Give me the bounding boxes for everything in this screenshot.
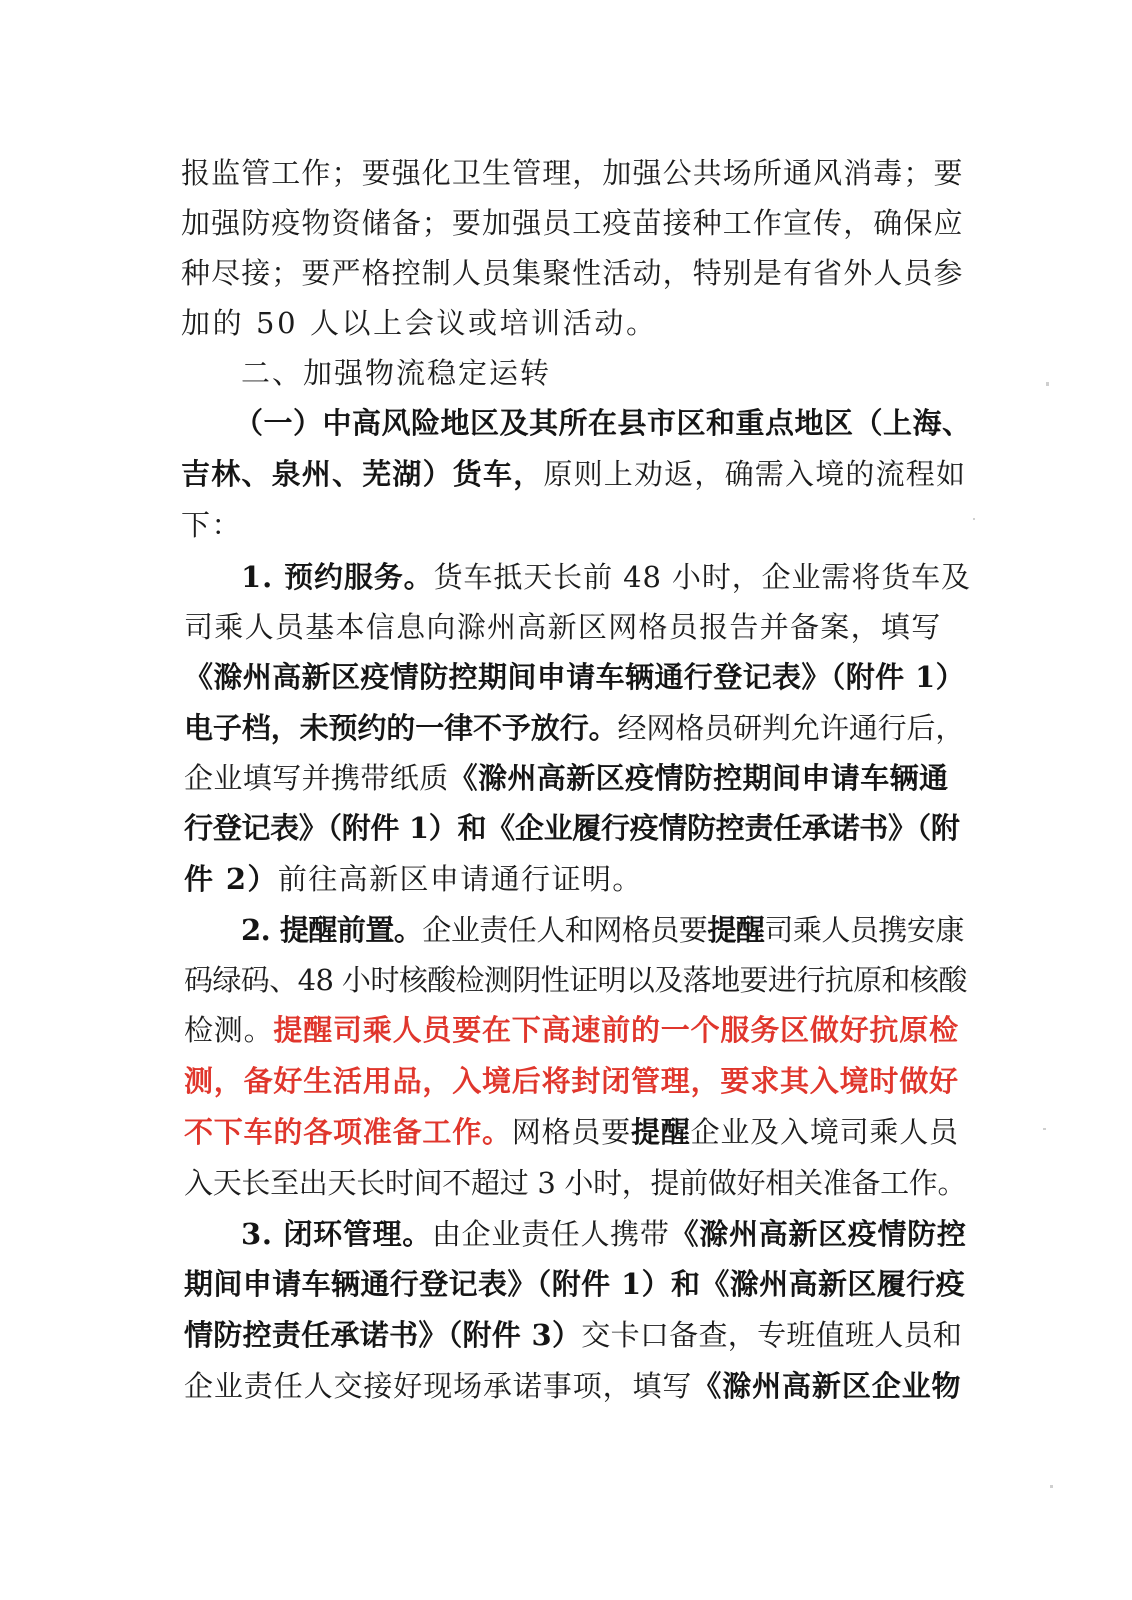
item-line — [241, 912, 964, 948]
bold-span: （一）中高风险地区及其所在县市区和重点地区（上海、 — [234, 406, 972, 440]
item-label: 3. 闭环管理。 — [241, 1217, 432, 1251]
text-line — [184, 1368, 961, 1404]
text-line — [184, 1165, 966, 1201]
text-line — [184, 962, 967, 998]
text-span: 司乘人员基本信息向滁州高新区网格员报告并备案，填写 — [184, 610, 942, 644]
text-span: 码绿码、48 小时核酸检测阴性证明以及落地要进行抗原和核酸 — [184, 963, 967, 997]
text-line — [181, 255, 964, 291]
text-span: 司乘人员携安康 — [764, 913, 964, 947]
bold-span: 《滁州高新区疫情防控期间申请车辆通行登记表》（附件 1） — [184, 660, 965, 694]
scan-speck — [973, 518, 975, 520]
text-span: 企业填写并携带纸质 — [184, 761, 449, 795]
bold-span: 情防控责任承诺书》（附件 3） — [184, 1318, 582, 1352]
text-span: 下： — [181, 508, 243, 542]
text-span: 经网格员研判允许通行后， — [617, 711, 965, 745]
highlight-line — [184, 1063, 959, 1099]
text-line — [184, 609, 942, 645]
text-line — [184, 710, 964, 746]
highlight-span: 提醒司乘人员要在下高速前的一个服务区做好抗原检 — [273, 1013, 959, 1047]
bold-span: 期间申请车辆通行登记表》（附件 1）和《滁州高新区履行疫 — [184, 1267, 965, 1301]
text-line — [181, 205, 964, 241]
bold-span: 《滁州高新区疫情防控 — [669, 1217, 967, 1251]
bold-span: 《滁州高新区疫情防控期间申请车辆通 — [448, 761, 949, 795]
text-span: 加的 50 人以上会议或培训活动。 — [181, 306, 658, 340]
text-span: 交卡口备查，专班值班人员和 — [581, 1318, 963, 1352]
bold-span: 《滁州高新区企业物 — [692, 1369, 962, 1403]
subsection-heading — [234, 405, 972, 441]
text-span: 前往高新区申请通行证明。 — [277, 862, 643, 896]
section-heading — [241, 355, 551, 391]
bold-span: 提醒 — [631, 1115, 691, 1149]
item-line — [241, 559, 971, 595]
text-span: 种尽接；要严格控制人员集聚性活动，特别是有省外人员参 — [181, 256, 964, 290]
text-span: 企业及入境司乘人员 — [690, 1115, 959, 1149]
text-span: 企业责任人和网格员要 — [422, 913, 708, 947]
bold-span: 电子档，未预约的一律不予放行。 — [184, 711, 618, 745]
text-span: 原则上劝返，确需入境的流程如 — [543, 457, 967, 491]
item-line — [241, 1216, 967, 1252]
text-span: 由企业责任人携带 — [431, 1217, 670, 1251]
bold-span: 吉林、泉州、芜湖）货车， — [181, 457, 544, 491]
highlight-span: 测，备好生活用品，入境后将封闭管理，要求其入境时做好 — [184, 1064, 959, 1098]
text-line — [184, 861, 643, 897]
heading-text: 二、加强物流稳定运转 — [241, 356, 552, 390]
text-line — [181, 507, 242, 543]
text-line — [184, 1012, 959, 1048]
text-line — [184, 1317, 962, 1353]
item-label: 1. 预约服务。 — [241, 560, 434, 594]
text-span: 加强防疫物资储备；要加强员工疫苗接种工作宣传，确保应 — [181, 206, 964, 240]
text-span: 入天长至出天长时间不超过 3 小时，提前做好相关准备工作。 — [184, 1166, 967, 1200]
scan-speck — [1046, 382, 1049, 386]
bold-span: 提醒 — [707, 913, 765, 947]
text-line — [181, 456, 966, 492]
text-span: 报监管工作；要强化卫生管理，加强公共场所通风消毒；要 — [181, 156, 964, 190]
text-line — [184, 1114, 959, 1150]
text-line — [184, 760, 948, 796]
text-line — [184, 659, 965, 695]
highlight-span: 不下车的各项准备工作。 — [184, 1115, 512, 1149]
text-span: 网格员要 — [511, 1115, 632, 1149]
item-label: 2. 提醒前置。 — [241, 913, 423, 947]
text-span: 检测。 — [184, 1013, 274, 1047]
text-span: 货车抵天长前 48 小时，企业需将货车及 — [433, 560, 971, 594]
text-line — [184, 1266, 965, 1302]
scan-speck — [1050, 1485, 1053, 1488]
scan-speck — [1043, 1128, 1046, 1130]
text-line — [184, 810, 960, 846]
bold-span: 件 2） — [184, 862, 278, 896]
text-line — [181, 305, 658, 341]
bold-span: 行登记表》（附件 1）和《企业履行疫情防控责任承诺书》（附 — [184, 811, 960, 845]
text-line — [181, 155, 964, 191]
text-span: 企业责任人交接好现场承诺事项，填写 — [184, 1369, 693, 1403]
